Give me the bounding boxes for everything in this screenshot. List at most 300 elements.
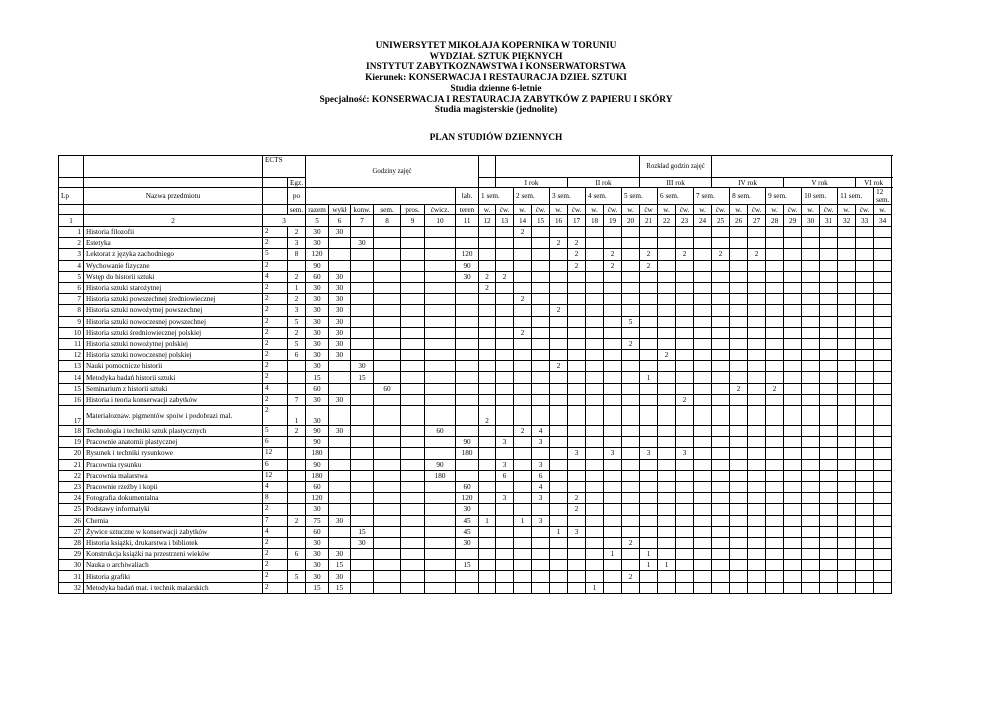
table-row xyxy=(59,394,892,405)
table-cell: 30 xyxy=(306,394,329,405)
table-cell xyxy=(479,294,496,305)
table-cell xyxy=(622,238,640,249)
table-cell xyxy=(766,426,784,437)
table-cell: 2 xyxy=(263,294,288,305)
table-cell xyxy=(550,327,568,338)
table-cell xyxy=(640,361,658,372)
table-cell xyxy=(820,238,838,249)
table-cell xyxy=(532,361,550,372)
table-cell xyxy=(712,282,730,293)
table-cell: 8 xyxy=(263,493,288,504)
table-cell xyxy=(351,350,374,361)
table-cell: 12 xyxy=(263,448,288,459)
table-cell xyxy=(425,316,456,327)
header-cwicz: ćwicz. xyxy=(425,205,456,215)
table-cell: 30 xyxy=(306,238,329,249)
table-cell xyxy=(874,383,892,394)
table-cell xyxy=(676,426,694,437)
table-cell xyxy=(730,394,748,405)
table-cell: 2 xyxy=(263,327,288,338)
table-cell xyxy=(784,361,802,372)
row-number: 12 xyxy=(59,350,84,361)
table-row xyxy=(59,493,892,504)
table-cell xyxy=(820,426,838,437)
table-cell xyxy=(748,470,766,481)
table-cell: 5 xyxy=(622,316,640,327)
table-cell xyxy=(479,437,496,448)
table-cell xyxy=(604,305,622,316)
header-year: III rok xyxy=(640,178,712,188)
table-cell xyxy=(694,560,712,571)
table-cell xyxy=(874,249,892,260)
table-cell xyxy=(784,549,802,560)
table-cell xyxy=(712,560,730,571)
subject-name: Historia sztuki starożytnej xyxy=(84,282,263,293)
table-cell xyxy=(401,582,425,593)
table-cell xyxy=(374,459,401,470)
table-cell xyxy=(694,338,712,349)
table-cell xyxy=(550,481,568,492)
header-semester: 3 sem. xyxy=(550,188,586,205)
table-cell xyxy=(712,338,730,349)
table-cell xyxy=(874,394,892,405)
table-cell xyxy=(748,448,766,459)
table-cell: 30 xyxy=(306,504,329,515)
table-cell xyxy=(479,459,496,470)
table-cell xyxy=(694,227,712,238)
table-cell xyxy=(329,470,351,481)
row-number: 16 xyxy=(59,394,84,405)
header-row xyxy=(59,156,892,178)
table-cell xyxy=(712,571,730,582)
table-cell xyxy=(496,282,514,293)
header-blank xyxy=(479,156,496,178)
table-cell xyxy=(479,560,496,571)
table-cell xyxy=(694,526,712,537)
table-cell: 3 xyxy=(288,305,306,316)
table-cell xyxy=(784,227,802,238)
table-cell xyxy=(802,515,820,526)
table-cell xyxy=(676,260,694,271)
table-cell xyxy=(658,260,676,271)
table-cell xyxy=(856,537,874,548)
table-cell: 30 xyxy=(329,515,351,526)
header-num: 5 xyxy=(306,215,329,227)
table-cell xyxy=(479,372,496,383)
table-cell xyxy=(694,372,712,383)
table-cell xyxy=(604,459,622,470)
table-cell xyxy=(802,394,820,405)
table-cell xyxy=(820,294,838,305)
table-cell xyxy=(766,504,784,515)
table-cell: 2 xyxy=(288,227,306,238)
table-cell: 7 xyxy=(288,394,306,405)
table-cell: 3 xyxy=(604,448,622,459)
table-cell xyxy=(640,571,658,582)
table-cell xyxy=(802,560,820,571)
header-sub: ćw. xyxy=(856,205,874,215)
table-cell xyxy=(856,515,874,526)
table-cell xyxy=(874,271,892,282)
table-cell xyxy=(640,338,658,349)
table-cell: 6 xyxy=(263,459,288,470)
table-cell xyxy=(288,582,306,593)
header-num: 18 xyxy=(586,215,604,227)
table-cell: 2 xyxy=(263,338,288,349)
table-cell: 2 xyxy=(676,394,694,405)
header-wykl: wykł xyxy=(329,205,351,215)
table-row xyxy=(59,372,892,383)
table-cell xyxy=(456,470,479,481)
table-row xyxy=(59,338,892,349)
table-row xyxy=(59,361,892,372)
table-cell xyxy=(802,282,820,293)
table-cell xyxy=(802,571,820,582)
table-cell xyxy=(694,448,712,459)
table-cell xyxy=(351,249,374,260)
table-cell xyxy=(374,537,401,548)
table-cell xyxy=(568,459,586,470)
table-cell xyxy=(658,282,676,293)
table-cell: 60 xyxy=(456,481,479,492)
table-cell xyxy=(550,470,568,481)
table-cell xyxy=(425,493,456,504)
header-sub: ćw. xyxy=(568,205,586,215)
table-cell xyxy=(838,282,856,293)
header-semester: 9 sem. xyxy=(766,188,802,205)
table-cell xyxy=(856,394,874,405)
table-cell xyxy=(425,372,456,383)
header-sub: w. xyxy=(658,205,676,215)
table-cell xyxy=(838,426,856,437)
table-cell: 1 xyxy=(586,582,604,593)
table-cell xyxy=(658,515,676,526)
table-cell xyxy=(532,227,550,238)
table-cell: 15 xyxy=(351,526,374,537)
table-cell xyxy=(658,372,676,383)
table-cell: 2 xyxy=(288,327,306,338)
table-cell xyxy=(514,504,532,515)
table-cell xyxy=(838,493,856,504)
table-cell xyxy=(568,549,586,560)
table-cell: 30 xyxy=(351,238,374,249)
table-row xyxy=(59,271,892,282)
subject-name: Historia sztuki nowoczesnej powszechnej xyxy=(84,316,263,327)
table-cell: 30 xyxy=(329,426,351,437)
table-cell: 2 xyxy=(604,249,622,260)
table-cell xyxy=(496,426,514,437)
table-cell xyxy=(496,383,514,394)
table-cell xyxy=(838,372,856,383)
table-cell xyxy=(820,459,838,470)
header-sub: ćw. xyxy=(820,205,838,215)
table-cell xyxy=(730,426,748,437)
subject-name: Rysunek i techniki rysunkowe xyxy=(84,448,263,459)
row-number: 26 xyxy=(59,515,84,526)
table-cell: 3 xyxy=(288,238,306,249)
table-cell: 1 xyxy=(514,515,532,526)
table-cell xyxy=(456,549,479,560)
table-cell xyxy=(856,437,874,448)
table-cell xyxy=(550,383,568,394)
table-cell xyxy=(784,238,802,249)
table-cell xyxy=(838,515,856,526)
table-cell xyxy=(838,305,856,316)
header-sub: w. xyxy=(479,205,496,215)
table-cell xyxy=(425,571,456,582)
table-cell xyxy=(712,406,730,426)
table-row xyxy=(59,582,892,593)
row-number: 3 xyxy=(59,249,84,260)
table-cell xyxy=(604,470,622,481)
subject-name: Seminarium z historii sztuki xyxy=(84,383,263,394)
table-row xyxy=(59,238,892,249)
table-cell: 1 xyxy=(640,560,658,571)
table-cell xyxy=(496,249,514,260)
table-cell xyxy=(425,249,456,260)
table-cell xyxy=(532,537,550,548)
table-cell xyxy=(658,249,676,260)
table-cell xyxy=(694,260,712,271)
table-cell xyxy=(784,560,802,571)
table-cell xyxy=(622,560,640,571)
table-cell xyxy=(514,537,532,548)
table-cell xyxy=(820,560,838,571)
table-cell xyxy=(838,260,856,271)
table-cell xyxy=(288,470,306,481)
subject-name: Pracownie rzeźby i kopii xyxy=(84,481,263,492)
table-cell xyxy=(658,305,676,316)
table-cell xyxy=(712,372,730,383)
table-cell: 2 xyxy=(712,249,730,260)
table-cell xyxy=(694,383,712,394)
table-cell xyxy=(288,526,306,537)
header-semester: 1 sem. xyxy=(479,188,514,205)
table-cell xyxy=(748,515,766,526)
table-cell: 30 xyxy=(306,549,329,560)
table-cell xyxy=(838,271,856,282)
table-cell xyxy=(856,406,874,426)
table-cell xyxy=(856,294,874,305)
table-row xyxy=(59,448,892,459)
header-blank xyxy=(496,156,640,178)
table-cell xyxy=(550,227,568,238)
table-cell xyxy=(288,493,306,504)
table-cell xyxy=(874,227,892,238)
table-cell xyxy=(550,549,568,560)
table-cell xyxy=(802,305,820,316)
header-num: 32 xyxy=(838,215,856,227)
table-row xyxy=(59,260,892,271)
table-cell xyxy=(401,470,425,481)
table-cell xyxy=(676,383,694,394)
table-cell xyxy=(568,537,586,548)
table-cell xyxy=(288,537,306,548)
table-cell xyxy=(856,426,874,437)
table-cell xyxy=(712,305,730,316)
table-cell xyxy=(479,426,496,437)
table-cell: 3 xyxy=(496,459,514,470)
table-cell xyxy=(456,361,479,372)
header-po: po xyxy=(288,188,306,205)
header-num: 27 xyxy=(748,215,766,227)
header-num: 22 xyxy=(658,215,676,227)
table-cell xyxy=(712,361,730,372)
table-cell: 45 xyxy=(456,515,479,526)
table-cell xyxy=(694,582,712,593)
table-cell xyxy=(676,227,694,238)
table-cell xyxy=(604,316,622,327)
document-header xyxy=(0,41,992,116)
table-cell xyxy=(586,282,604,293)
table-cell xyxy=(329,383,351,394)
table-cell xyxy=(712,271,730,282)
table-cell xyxy=(532,504,550,515)
table-cell xyxy=(856,350,874,361)
header-year: V rok xyxy=(784,178,856,188)
table-cell xyxy=(766,227,784,238)
table-cell xyxy=(586,406,604,426)
table-cell xyxy=(514,316,532,327)
header-blank xyxy=(263,178,288,188)
table-cell xyxy=(622,271,640,282)
table-cell xyxy=(712,470,730,481)
table-cell xyxy=(802,504,820,515)
table-cell xyxy=(856,549,874,560)
table-cell xyxy=(568,338,586,349)
table-cell xyxy=(730,560,748,571)
table-cell xyxy=(784,437,802,448)
table-cell xyxy=(586,437,604,448)
table-cell: 2 xyxy=(622,571,640,582)
table-cell xyxy=(604,504,622,515)
table-cell: 180 xyxy=(306,470,329,481)
table-cell xyxy=(730,459,748,470)
header-semester: 11 sem. xyxy=(838,188,874,205)
table-cell: 2 xyxy=(479,271,496,282)
table-cell xyxy=(838,294,856,305)
row-number: 15 xyxy=(59,383,84,394)
table-cell xyxy=(820,372,838,383)
table-cell xyxy=(766,361,784,372)
table-cell xyxy=(640,227,658,238)
table-cell xyxy=(748,383,766,394)
table-cell xyxy=(694,238,712,249)
table-cell xyxy=(532,338,550,349)
table-cell xyxy=(856,481,874,492)
table-cell xyxy=(856,316,874,327)
table-cell xyxy=(604,394,622,405)
table-cell xyxy=(622,260,640,271)
table-cell: 3 xyxy=(496,437,514,448)
table-cell xyxy=(374,227,401,238)
table-cell xyxy=(838,560,856,571)
table-cell xyxy=(351,448,374,459)
table-cell xyxy=(532,549,550,560)
table-cell xyxy=(748,316,766,327)
table-cell xyxy=(550,350,568,361)
table-cell xyxy=(425,361,456,372)
table-cell xyxy=(694,271,712,282)
header-rozklad: Rozkład godzin zajęć xyxy=(640,156,712,178)
table-row xyxy=(59,327,892,338)
table-cell xyxy=(496,394,514,405)
table-cell: 2 xyxy=(263,537,288,548)
table-cell xyxy=(838,383,856,394)
table-cell xyxy=(586,238,604,249)
subject-name: Historia sztuki nowożytnej polskiej xyxy=(84,338,263,349)
table-cell xyxy=(586,271,604,282)
table-cell xyxy=(514,560,532,571)
table-cell xyxy=(425,227,456,238)
table-cell xyxy=(568,582,586,593)
table-cell xyxy=(604,560,622,571)
table-cell: 2 xyxy=(640,249,658,260)
table-cell xyxy=(658,271,676,282)
header-line: Studia magisterskie (jednolite) xyxy=(434,105,558,116)
table-cell xyxy=(838,394,856,405)
header-lab: lab. xyxy=(456,188,479,205)
table-cell: 2 xyxy=(730,383,748,394)
table-cell xyxy=(856,249,874,260)
table-cell xyxy=(568,227,586,238)
table-cell xyxy=(820,571,838,582)
table-cell xyxy=(514,249,532,260)
table-cell xyxy=(351,294,374,305)
table-cell xyxy=(604,515,622,526)
row-number: 8 xyxy=(59,305,84,316)
table-cell xyxy=(694,294,712,305)
table-cell xyxy=(694,504,712,515)
table-cell xyxy=(288,560,306,571)
table-cell xyxy=(676,406,694,426)
table-cell xyxy=(479,526,496,537)
header-num: 3 xyxy=(263,215,306,227)
table-cell: 30 xyxy=(329,338,351,349)
table-cell: 1 xyxy=(288,282,306,293)
table-cell xyxy=(401,537,425,548)
table-cell xyxy=(784,249,802,260)
table-cell xyxy=(730,294,748,305)
table-cell xyxy=(329,249,351,260)
table-cell xyxy=(658,238,676,249)
table-cell xyxy=(586,361,604,372)
header-lp-blank xyxy=(59,156,84,178)
table-cell xyxy=(514,271,532,282)
table-cell xyxy=(784,327,802,338)
table-cell: 90 xyxy=(306,437,329,448)
table-cell xyxy=(694,249,712,260)
table-cell xyxy=(586,327,604,338)
table-cell xyxy=(730,260,748,271)
table-cell xyxy=(640,426,658,437)
table-cell xyxy=(640,526,658,537)
table-cell xyxy=(351,338,374,349)
table-cell xyxy=(748,437,766,448)
table-cell xyxy=(856,271,874,282)
header-num: 21 xyxy=(640,215,658,227)
table-cell xyxy=(401,249,425,260)
table-row xyxy=(59,249,892,260)
table-cell: 30 xyxy=(306,282,329,293)
table-cell xyxy=(784,515,802,526)
table-cell xyxy=(401,426,425,437)
table-cell xyxy=(604,582,622,593)
table-cell xyxy=(514,493,532,504)
table-cell xyxy=(568,426,586,437)
table-cell: 2 xyxy=(550,238,568,249)
table-cell xyxy=(351,515,374,526)
